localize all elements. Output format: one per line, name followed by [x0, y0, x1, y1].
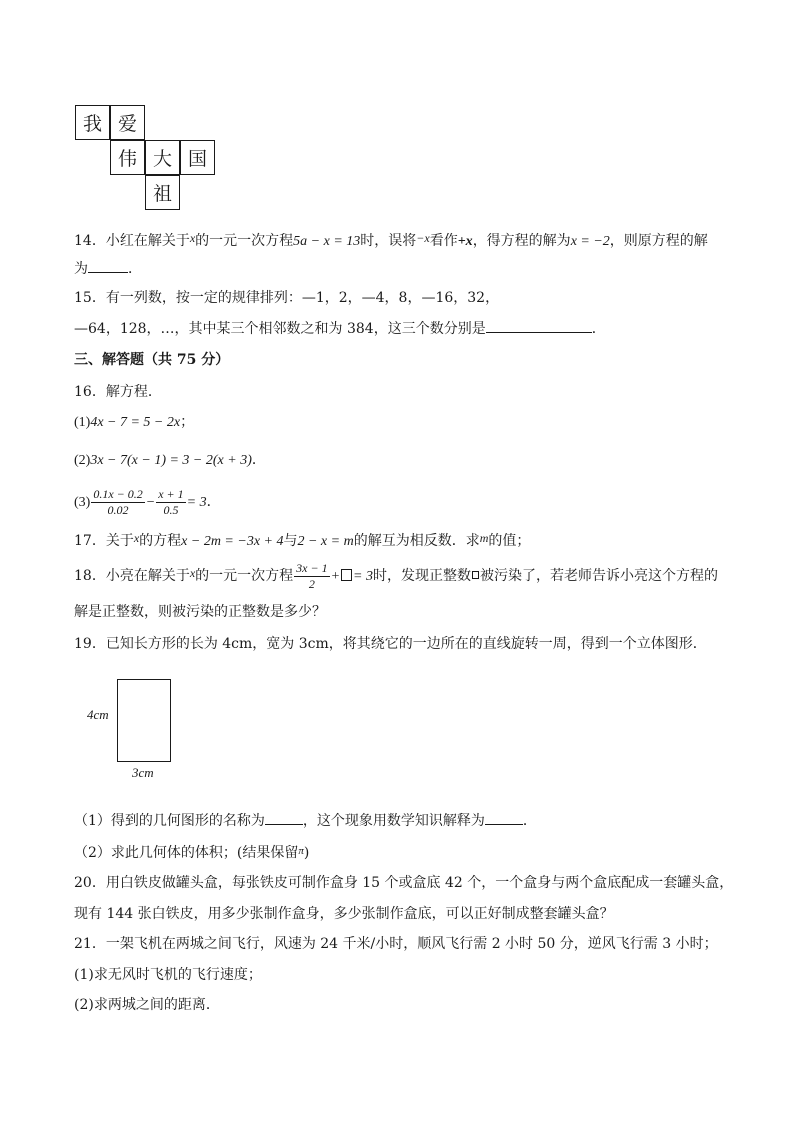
question-17: 17．关于x的方程x − 2m = −3x + 4与2 − x = m的解互为相反数．求m的值；: [74, 531, 531, 549]
question-16-part-2: (2)3x − 7(x − 1) = 3 − 2(x + 3)．: [74, 452, 266, 468]
question-20-line-2: 现有 144 张白铁皮，用多少张制作盒身，多少张制作盒底，可以正好制成整套罐头盒？: [74, 906, 614, 922]
question-21-part-1: (1)求无风时飞机的飞行速度；: [74, 967, 262, 983]
question-14-line-1: 14．小红在解关于x的一元一次方程5a − x = 13时，误将−x看作+x，得方程的解为x = −2，则原方程的解: [74, 231, 708, 249]
answer-blank[interactable]: [485, 810, 523, 825]
section-heading: 三、解答题（共 75 分）: [74, 352, 230, 368]
question-16-part-1: (1)4x − 7 = 5 − 2x；: [74, 414, 195, 430]
question-16-part-3: (3) $\frac{0.1x - 0.2}{0.02}$ − $\frac{x + 1}{0.5}$ = 3．: [74, 486, 221, 517]
question-19-part-1: （1）得到的几何图形的名称为 ，这个现象用数学知识解释为 ．: [74, 810, 537, 831]
net-cell-5: 国: [180, 140, 215, 175]
net-cell-4: 大: [145, 140, 180, 175]
question-20-line-1: 20．用白铁皮做罐头盒，每张铁皮可制作盒身 15 个或盒底 42 个，一个盒身与两个盒底配成一套罐头盒，: [74, 875, 734, 891]
net-cell-1: 我: [75, 105, 110, 140]
question-14-line-2: 为 ．: [74, 258, 142, 279]
fraction: $\frac{x + 1}{0.5}$: [158, 486, 184, 517]
question-15-line-1: 15．有一列数，按一定的规律排列：—1，2，—4，8，—16，32，: [74, 290, 500, 306]
question-18-line-1: 18．小亮在解关于x的一元一次方程 $\frac{3x - 1}{2}$ + = 3时，发现正整数 被污染了，若老师告诉小亮这个方程的: [74, 560, 718, 591]
net-cell-2: 爱: [110, 105, 145, 140]
question-15-line-2: —64，128，…，其中某三个相邻数之和为 384，这三个数分别是 ．: [74, 318, 606, 339]
net-cell-3: 伟: [110, 140, 145, 175]
height-label: 4cm: [87, 707, 109, 722]
net-cell-6: 祖: [145, 175, 180, 210]
question-19-text: 19．已知长方形的长为 4cm，宽为 3cm，将其绕它的一边所在的直线旋转一周，得到一个立体图形．: [74, 636, 707, 652]
question-16-title: 16．解方程．: [74, 384, 162, 400]
question-19-part-2: （2）求此几何体的体积；(结果保留$^\pi$): [74, 845, 310, 861]
question-21-part-2: (2)求两城之间的距离．: [74, 997, 220, 1013]
rectangle-figure: [117, 679, 171, 762]
answer-blank[interactable]: [486, 318, 592, 333]
question-21-line-1: 21．一架飞机在两城之间飞行，风速为 24 千米/小时，顺风飞行需 2 小时 50 分，逆风飞行需 3 小时；: [74, 936, 718, 952]
answer-blank[interactable]: [265, 810, 303, 825]
question-18-line-2: 解是正整数，则被污染的正整数是多少？: [74, 604, 326, 620]
width-label: 3cm: [132, 765, 154, 780]
fraction: $\frac{3x - 1}{2}$: [296, 560, 328, 591]
small-square-icon: [472, 571, 479, 579]
answer-blank[interactable]: [88, 258, 128, 273]
blank-square-icon: [341, 569, 352, 581]
fraction: $\frac{0.1x - 0.2}{0.02}$: [93, 486, 143, 517]
